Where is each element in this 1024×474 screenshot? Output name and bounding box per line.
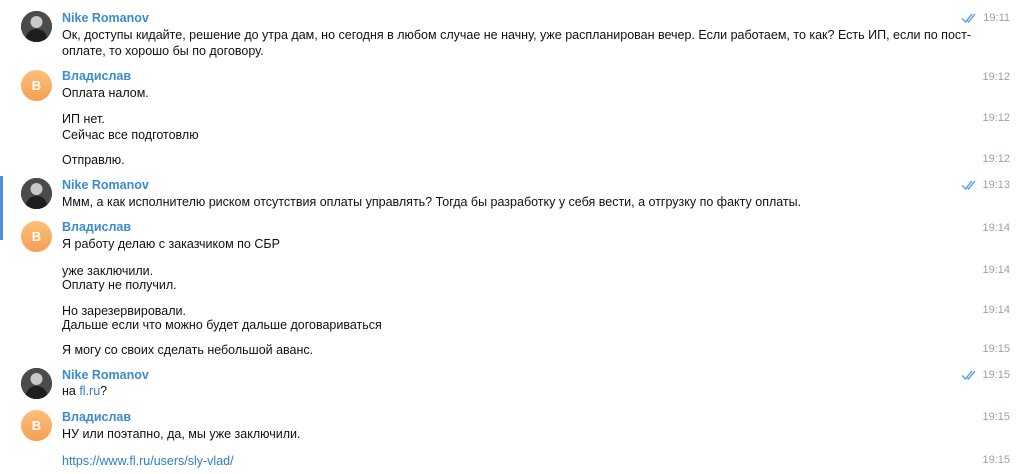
message-link[interactable]: https://www.fl.ru/users/sly-vlad/ bbox=[62, 454, 234, 468]
message-text bbox=[62, 383, 107, 399]
avatar[interactable]: В bbox=[21, 221, 52, 252]
message-author[interactable]: Nike Romanov bbox=[62, 11, 149, 25]
message-text: ИП нет. bbox=[62, 112, 105, 126]
message-time: 19:15 bbox=[982, 411, 1010, 423]
message-text: Отправлю. bbox=[62, 153, 125, 167]
unread-marker bbox=[0, 176, 3, 240]
message-author[interactable]: Владислав bbox=[62, 69, 132, 83]
double-check-icon bbox=[961, 179, 979, 191]
message-text: Я могу со своих сделать небольшой аванс. bbox=[62, 343, 314, 357]
message-time: 19:15 bbox=[982, 343, 1010, 355]
message-text-prefix: на bbox=[62, 384, 80, 398]
message-link[interactable]: fl.ru bbox=[79, 384, 101, 398]
message-time: 19:14 bbox=[982, 222, 1010, 234]
message-text: оплате, то хорошо бы по договору. bbox=[62, 44, 264, 58]
double-check-icon bbox=[961, 12, 979, 24]
message-time: 19:13 bbox=[982, 179, 1010, 191]
message-time: 19:15 bbox=[982, 369, 1010, 381]
message-text: Я работу делаю с заказчиком по СБР bbox=[62, 237, 280, 251]
avatar[interactable] bbox=[21, 11, 52, 42]
avatar[interactable] bbox=[21, 368, 52, 399]
message-text: уже заключили. bbox=[62, 264, 154, 278]
avatar[interactable]: В bbox=[21, 410, 52, 441]
message-text: Ммм, а как исполнителю риском отсутствия оплаты управлять? Тогда бы разработку у себя вести, а отгрузку по факту оплаты. bbox=[62, 195, 802, 209]
double-check-icon bbox=[961, 369, 979, 381]
user-photo-avatar bbox=[21, 11, 52, 42]
message-time: 19:12 bbox=[982, 71, 1010, 83]
message-text: Оплату не получил. bbox=[62, 278, 177, 292]
message-author[interactable]: Владислав bbox=[62, 410, 132, 424]
message-text: НУ или поэтапно, да, мы уже заключили. bbox=[62, 427, 301, 441]
message-time: 19:12 bbox=[982, 112, 1010, 124]
user-photo-avatar bbox=[21, 368, 52, 399]
message-time: 19:15 bbox=[982, 454, 1010, 466]
message-text-suffix: ? bbox=[100, 384, 108, 398]
message-text: Дальше если что можно будет дальше договариваться bbox=[62, 318, 382, 332]
avatar[interactable] bbox=[21, 178, 52, 209]
user-photo-avatar bbox=[21, 178, 52, 209]
message-text: Оплата налом. bbox=[62, 86, 149, 100]
message-time: 19:11 bbox=[983, 12, 1010, 24]
message-time: 19:14 bbox=[982, 264, 1010, 276]
avatar[interactable]: В bbox=[21, 70, 52, 101]
message-author[interactable]: Nike Romanov bbox=[62, 178, 149, 192]
message-text: Сейчас все подготовлю bbox=[62, 128, 199, 142]
message-text: Но зарезервировали. bbox=[62, 304, 186, 318]
message-time: 19:12 bbox=[982, 153, 1010, 165]
message-text: Ок, доступы кидайте, решение до утра дам, но сегодня в любом случае не начну, уже распланирован вечер. Если работаем, то как? Есть ИП, если по пост- bbox=[62, 28, 972, 42]
message-author[interactable]: Владислав bbox=[62, 220, 132, 234]
message-time: 19:14 bbox=[982, 304, 1010, 316]
message-author[interactable]: Nike Romanov bbox=[62, 368, 149, 382]
